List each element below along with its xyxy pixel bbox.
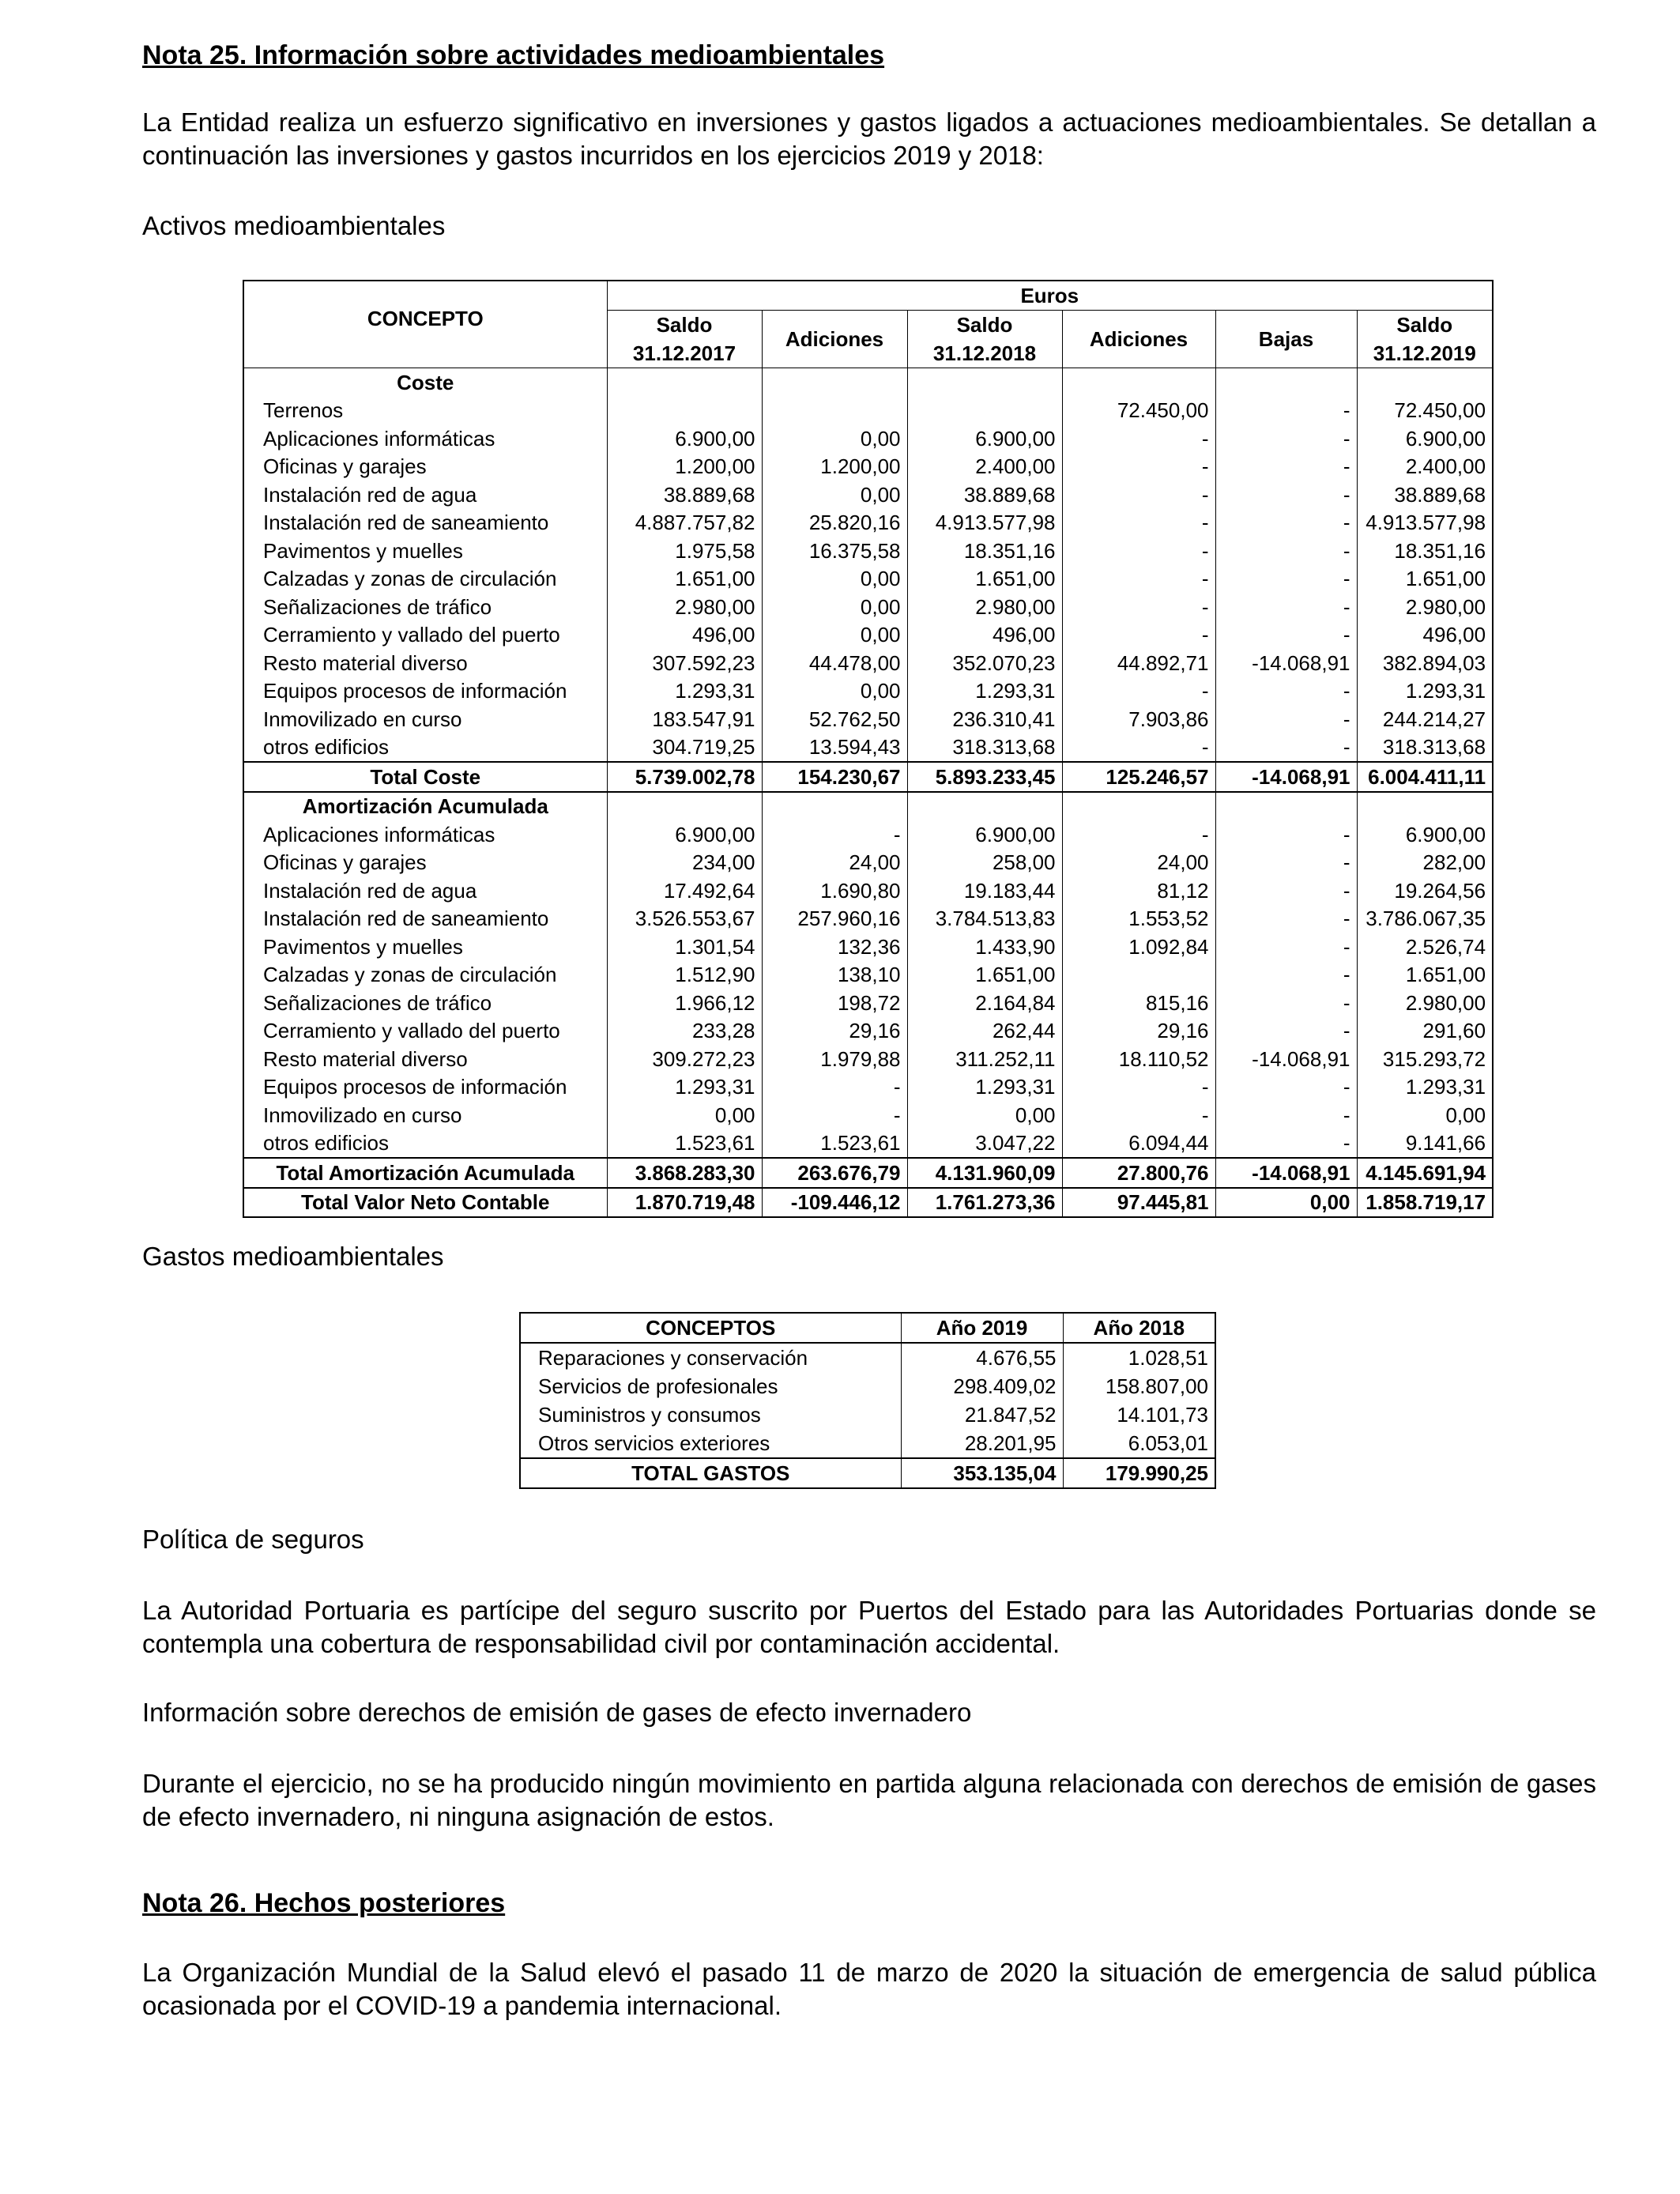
cell-value: 2.400,00 (907, 453, 1062, 481)
cell-value: 1.870.719,48 (607, 1188, 762, 1218)
table-row (243, 989, 1493, 1017)
row-label: Calzadas y zonas de circulación (243, 565, 607, 594)
cell-value: 309.272,23 (607, 1045, 762, 1073)
cell-value: - (1062, 621, 1215, 650)
cell-value: 0,00 (762, 593, 907, 621)
cell-value: 233,28 (607, 1017, 762, 1046)
cell-value: 2.526,74 (1357, 933, 1493, 961)
row-label: Total Valor Neto Contable (243, 1188, 607, 1218)
cell-value: 1.761.273,36 (907, 1188, 1062, 1218)
cell-value: 6.094,44 (1062, 1129, 1215, 1159)
cell-value: - (1215, 961, 1357, 990)
row-label: Oficinas y garajes (243, 453, 607, 481)
cell-value: 38.889,68 (607, 481, 762, 509)
row-label: Resto material diverso (243, 1045, 607, 1073)
table-row (243, 733, 1493, 763)
cell-value: 2.164,84 (907, 989, 1062, 1017)
cell-value (762, 397, 907, 425)
emision-heading: Información sobre derechos de emisión de gases de efecto invernadero (142, 1698, 972, 1727)
cell-value: 3.786.067,35 (1357, 905, 1493, 933)
cell-value: 125.246,57 (1062, 762, 1215, 792)
cell-value: 1.512,90 (607, 961, 762, 990)
cell-value: - (1215, 820, 1357, 849)
cell-value: 6.900,00 (607, 820, 762, 849)
cell-value (762, 792, 907, 821)
cell-value: 1.975,58 (607, 537, 762, 565)
table-row (243, 1045, 1493, 1073)
cell-value: 28.201,95 (901, 1429, 1063, 1458)
gastos-heading: Gastos medioambientales (142, 1242, 444, 1271)
row-label: Instalación red de saneamiento (243, 905, 607, 933)
table-row (520, 1343, 1215, 1372)
cell-value: 318.313,68 (1357, 733, 1493, 763)
cell-value: 4.676,55 (901, 1343, 1063, 1372)
cell-value: - (1215, 537, 1357, 565)
cell-value: 132,36 (762, 933, 907, 961)
cell-value: 1.523,61 (762, 1129, 907, 1159)
cell-value: 291,60 (1357, 1017, 1493, 1046)
cell-value: 16.375,58 (762, 537, 907, 565)
cell-value (1062, 961, 1215, 990)
column-header: CONCEPTOS (520, 1313, 901, 1343)
cell-value: 234,00 (607, 849, 762, 877)
row-label: Instalación red de agua (243, 481, 607, 509)
cell-value: 311.252,11 (907, 1045, 1062, 1073)
table-row (243, 649, 1493, 677)
table-row (243, 1129, 1493, 1159)
row-label: Pavimentos y muelles (243, 933, 607, 961)
cell-value: - (1215, 1129, 1357, 1159)
column-header: Saldo 31.12.2018 (907, 311, 1062, 368)
cell-value: 72.450,00 (1357, 397, 1493, 425)
expenses-table (519, 1312, 1216, 1489)
row-label: TOTAL GASTOS (520, 1458, 901, 1488)
cell-value: 7.903,86 (1062, 705, 1215, 733)
cell-value: 263.676,79 (762, 1158, 907, 1188)
cell-value: 17.492,64 (607, 876, 762, 905)
cell-value: -14.068,91 (1215, 649, 1357, 677)
cell-value: 29,16 (762, 1017, 907, 1046)
cell-value: 3.784.513,83 (907, 905, 1062, 933)
cell-value: 1.301,54 (607, 933, 762, 961)
cell-value: - (1215, 933, 1357, 961)
cell-value: 25.820,16 (762, 509, 907, 537)
cell-value: 496,00 (1357, 621, 1493, 650)
emision-text: Durante el ejercicio, no se ha producido ningún movimiento en partida alguna relacionada con derechos de emisión de gases de efecto invernadero, ni ninguna asignación de estos. (142, 1769, 1596, 1831)
cell-value: 318.313,68 (907, 733, 1062, 763)
cell-value: 1.200,00 (762, 453, 907, 481)
cell-value: - (1062, 565, 1215, 594)
nota26-title: Nota 26. Hechos posteriores (142, 1888, 506, 1918)
table-row (243, 1017, 1493, 1046)
cell-value: -14.068,91 (1215, 762, 1357, 792)
cell-value: - (1062, 481, 1215, 509)
cell-value: 4.913.577,98 (1357, 509, 1493, 537)
cell-value: 24,00 (762, 849, 907, 877)
cell-value: - (1215, 733, 1357, 763)
row-label: Pavimentos y muelles (243, 537, 607, 565)
row-label: Calzadas y zonas de circulación (243, 961, 607, 990)
table-row (243, 481, 1493, 509)
cell-value: 304.719,25 (607, 733, 762, 763)
cell-value: 257.960,16 (762, 905, 907, 933)
cell-value: 2.980,00 (1357, 989, 1493, 1017)
cell-value: 4.145.691,94 (1357, 1158, 1493, 1188)
cell-value: - (1215, 1073, 1357, 1102)
total-row (243, 762, 1493, 792)
cell-value: 2.400,00 (1357, 453, 1493, 481)
cell-value: 6.900,00 (907, 424, 1062, 453)
cell-value: 236.310,41 (907, 705, 1062, 733)
table-row (243, 820, 1493, 849)
cell-value: 21.847,52 (901, 1400, 1063, 1429)
cell-value: 138,10 (762, 961, 907, 990)
row-label: Reparaciones y conservación (520, 1343, 901, 1372)
cell-value: 81,12 (1062, 876, 1215, 905)
cell-value: - (1062, 820, 1215, 849)
total net-row (243, 1188, 1493, 1218)
table-row (243, 876, 1493, 905)
cell-value: 307.592,23 (607, 649, 762, 677)
cell-value: 1.523,61 (607, 1129, 762, 1159)
cell-value: 1.651,00 (907, 961, 1062, 990)
cell-value: 353.135,04 (901, 1458, 1063, 1488)
cell-value (1357, 792, 1493, 821)
cell-value: 38.889,68 (1357, 481, 1493, 509)
cell-value: 1.293,31 (1357, 677, 1493, 706)
cell-value: - (762, 1101, 907, 1129)
cell-value: 0,00 (762, 621, 907, 650)
table-row (243, 961, 1493, 990)
cell-value: 27.800,76 (1062, 1158, 1215, 1188)
cell-value: 19.264,56 (1357, 876, 1493, 905)
cell-value: 97.445,81 (1062, 1188, 1215, 1218)
cell-value (907, 792, 1062, 821)
cell-value: 282,00 (1357, 849, 1493, 877)
cell-value: - (1215, 593, 1357, 621)
cell-value: 1.028,51 (1063, 1343, 1215, 1372)
table-row (243, 849, 1493, 877)
row-label: Otros servicios exteriores (520, 1429, 901, 1458)
cell-value: 315.293,72 (1357, 1045, 1493, 1073)
seguros-text: La Autoridad Portuaria es partícipe del seguro suscrito por Puertos del Estado para las Autoridades Portuarias donde se contempla una cobertura de responsabilidad civil por contaminación accidental. (142, 1596, 1596, 1658)
cell-value: - (1062, 424, 1215, 453)
table-row (520, 1372, 1215, 1400)
cell-value: 1.200,00 (607, 453, 762, 481)
total-row (520, 1458, 1215, 1488)
cell-value: 0,00 (607, 1101, 762, 1129)
cell-value: - (1215, 905, 1357, 933)
cell-value (1062, 368, 1215, 397)
cell-value: 262,44 (907, 1017, 1062, 1046)
table-row (520, 1400, 1215, 1429)
cell-value: 258,00 (907, 849, 1062, 877)
cell-value: 1.651,00 (1357, 565, 1493, 594)
cell-value: 52.762,50 (762, 705, 907, 733)
table-row (520, 1429, 1215, 1458)
section-header (243, 368, 1493, 397)
row-label: Total Amortización Acumulada (243, 1158, 607, 1188)
header-concepto: CONCEPTO (243, 281, 607, 368)
cell-value (907, 397, 1062, 425)
cell-value: - (1215, 677, 1357, 706)
cell-value: 1.966,12 (607, 989, 762, 1017)
activos-heading: Activos medioambientales (142, 211, 446, 240)
cell-value: 18.351,16 (907, 537, 1062, 565)
cell-value: 352.070,23 (907, 649, 1062, 677)
cell-value: 0,00 (762, 481, 907, 509)
cell-value: 0,00 (1215, 1188, 1357, 1218)
cell-value: 6.004.411,11 (1357, 762, 1493, 792)
cell-value: 29,16 (1062, 1017, 1215, 1046)
cell-value: - (1215, 1101, 1357, 1129)
row-label: Aplicaciones informáticas (243, 820, 607, 849)
column-header: Saldo 31.12.2017 (607, 311, 762, 368)
row-label: Inmovilizado en curso (243, 1101, 607, 1129)
cell-value: 1.092,84 (1062, 933, 1215, 961)
cell-value: 6.900,00 (1357, 424, 1493, 453)
cell-value: - (1215, 453, 1357, 481)
cell-value: 0,00 (1357, 1101, 1493, 1129)
cell-value: - (1215, 509, 1357, 537)
cell-value: 382.894,03 (1357, 649, 1493, 677)
row-label: otros edificios (243, 1129, 607, 1159)
cell-value: 1.293,31 (1357, 1073, 1493, 1102)
section-name: Coste (243, 368, 607, 397)
cell-value: 1.433,90 (907, 933, 1062, 961)
cell-value: - (1062, 733, 1215, 763)
row-label: otros edificios (243, 733, 607, 763)
cell-value: 0,00 (762, 565, 907, 594)
total-row (243, 1158, 1493, 1188)
cell-value: 815,16 (1062, 989, 1215, 1017)
cell-value: 14.101,73 (1063, 1400, 1215, 1429)
cell-value: 1.293,31 (907, 1073, 1062, 1102)
cell-value (762, 368, 907, 397)
cell-value: 0,00 (762, 677, 907, 706)
row-label: Equipos procesos de información (243, 677, 607, 706)
cell-value: - (1062, 1101, 1215, 1129)
cell-value: 24,00 (1062, 849, 1215, 877)
row-label: Total Coste (243, 762, 607, 792)
cell-value: 38.889,68 (907, 481, 1062, 509)
row-label: Oficinas y garajes (243, 849, 607, 877)
cell-value: 44.478,00 (762, 649, 907, 677)
cell-value: - (1062, 593, 1215, 621)
cell-value: 179.990,25 (1063, 1458, 1215, 1488)
cell-value: 18.110,52 (1062, 1045, 1215, 1073)
cell-value: - (1062, 677, 1215, 706)
cell-value: 1.690,80 (762, 876, 907, 905)
cell-value: -109.446,12 (762, 1188, 907, 1218)
cell-value: 19.183,44 (907, 876, 1062, 905)
cell-value: 6.900,00 (607, 424, 762, 453)
cell-value: - (762, 820, 907, 849)
cell-value: 1.979,88 (762, 1045, 907, 1073)
table-row (243, 705, 1493, 733)
cell-value: 1.553,52 (1062, 905, 1215, 933)
cell-value: 244.214,27 (1357, 705, 1493, 733)
cell-value: 3.047,22 (907, 1129, 1062, 1159)
cell-value: - (1215, 424, 1357, 453)
cell-value (607, 368, 762, 397)
cell-value: 2.980,00 (1357, 593, 1493, 621)
cell-value: 2.980,00 (907, 593, 1062, 621)
cell-value: - (1215, 849, 1357, 877)
cell-value: 0,00 (907, 1101, 1062, 1129)
cell-value: 72.450,00 (1062, 397, 1215, 425)
cell-value: 496,00 (907, 621, 1062, 650)
column-header: Saldo 31.12.2019 (1357, 311, 1493, 368)
cell-value: 4.887.757,82 (607, 509, 762, 537)
row-label: Cerramiento y vallado del puerto (243, 1017, 607, 1046)
cell-value (1062, 792, 1215, 821)
cell-value: 6.053,01 (1063, 1429, 1215, 1458)
column-header: Año 2018 (1063, 1313, 1215, 1343)
cell-value: 0,00 (762, 424, 907, 453)
table-row (243, 1073, 1493, 1102)
table-row (243, 933, 1493, 961)
cell-value: 154.230,67 (762, 762, 907, 792)
cell-value: - (1215, 397, 1357, 425)
cell-value (1215, 368, 1357, 397)
cell-value: 44.892,71 (1062, 649, 1215, 677)
column-header: Adiciones (762, 311, 907, 368)
row-label: Suministros y consumos (520, 1400, 901, 1429)
cell-value: - (1062, 453, 1215, 481)
cell-value: 496,00 (607, 621, 762, 650)
cell-value: 1.651,00 (907, 565, 1062, 594)
cell-value: - (1215, 1017, 1357, 1046)
cell-value (607, 397, 762, 425)
table-row (243, 453, 1493, 481)
cell-value: 1.293,31 (907, 677, 1062, 706)
column-header: Año 2019 (901, 1313, 1063, 1343)
row-label: Equipos procesos de información (243, 1073, 607, 1102)
cell-value: - (762, 1073, 907, 1102)
assets-table (243, 280, 1494, 1218)
cell-value: 6.900,00 (907, 820, 1062, 849)
cell-value (1215, 792, 1357, 821)
nota25-title: Nota 25. Información sobre actividades medioambientales (142, 40, 885, 70)
cell-value: - (1062, 537, 1215, 565)
row-label: Resto material diverso (243, 649, 607, 677)
cell-value: 1.651,00 (607, 565, 762, 594)
seguros-heading: Política de seguros (142, 1525, 364, 1554)
row-label: Inmovilizado en curso (243, 705, 607, 733)
cell-value: 4.913.577,98 (907, 509, 1062, 537)
cell-value: 183.547,91 (607, 705, 762, 733)
cell-value: 5.739.002,78 (607, 762, 762, 792)
cell-value: - (1215, 705, 1357, 733)
table-row (243, 397, 1493, 425)
column-header: Bajas (1215, 311, 1357, 368)
row-label: Terrenos (243, 397, 607, 425)
cell-value (907, 368, 1062, 397)
row-label: Señalizaciones de tráfico (243, 989, 607, 1017)
cell-value: 5.893.233,45 (907, 762, 1062, 792)
table-row (243, 677, 1493, 706)
cell-value: 3.868.283,30 (607, 1158, 762, 1188)
cell-value: - (1215, 481, 1357, 509)
cell-value: 1.858.719,17 (1357, 1188, 1493, 1218)
cell-value: 158.807,00 (1063, 1372, 1215, 1400)
table-row (243, 905, 1493, 933)
table-row (243, 621, 1493, 650)
cell-value: - (1215, 621, 1357, 650)
row-label: Instalación red de saneamiento (243, 509, 607, 537)
row-label: Cerramiento y vallado del puerto (243, 621, 607, 650)
cell-value (1357, 368, 1493, 397)
nota25-intro: La Entidad realiza un esfuerzo significativo en inversiones y gastos ligados a actuaciones medioambientales. Se detallan a continuación las inversiones y gastos incurridos en los ejercicios 2019 y 2018: (142, 107, 1596, 170)
row-label: Aplicaciones informáticas (243, 424, 607, 453)
cell-value: 18.351,16 (1357, 537, 1493, 565)
section-header (243, 792, 1493, 821)
cell-value: 1.293,31 (607, 677, 762, 706)
cell-value: 3.526.553,67 (607, 905, 762, 933)
cell-value: 13.594,43 (762, 733, 907, 763)
table-row (243, 565, 1493, 594)
cell-value: - (1215, 876, 1357, 905)
cell-value: 1.651,00 (1357, 961, 1493, 990)
header-euros: Euros (607, 281, 1493, 311)
cell-value: 9.141,66 (1357, 1129, 1493, 1159)
cell-value: - (1215, 989, 1357, 1017)
nota26-text: La Organización Mundial de la Salud elevó el pasado 11 de marzo de 2020 la situación de emergencia de salud pública ocasionada por el COVID-19 a pandemia internacional. (142, 1958, 1596, 2020)
table-row (243, 1101, 1493, 1129)
table-row (243, 424, 1493, 453)
cell-value: 2.980,00 (607, 593, 762, 621)
cell-value: -14.068,91 (1215, 1045, 1357, 1073)
cell-value: - (1215, 565, 1357, 594)
column-header: Adiciones (1062, 311, 1215, 368)
row-label: Servicios de profesionales (520, 1372, 901, 1400)
table-row (243, 509, 1493, 537)
cell-value: -14.068,91 (1215, 1158, 1357, 1188)
cell-value: 4.131.960,09 (907, 1158, 1062, 1188)
cell-value: 6.900,00 (1357, 820, 1493, 849)
cell-value: - (1062, 1073, 1215, 1102)
cell-value (607, 792, 762, 821)
row-label: Señalizaciones de tráfico (243, 593, 607, 621)
section-name: Amortización Acumulada (243, 792, 607, 821)
row-label: Instalación red de agua (243, 876, 607, 905)
cell-value: - (1062, 509, 1215, 537)
cell-value: 298.409,02 (901, 1372, 1063, 1400)
table-row (243, 537, 1493, 565)
cell-value: 198,72 (762, 989, 907, 1017)
table-row (243, 593, 1493, 621)
cell-value: 1.293,31 (607, 1073, 762, 1102)
